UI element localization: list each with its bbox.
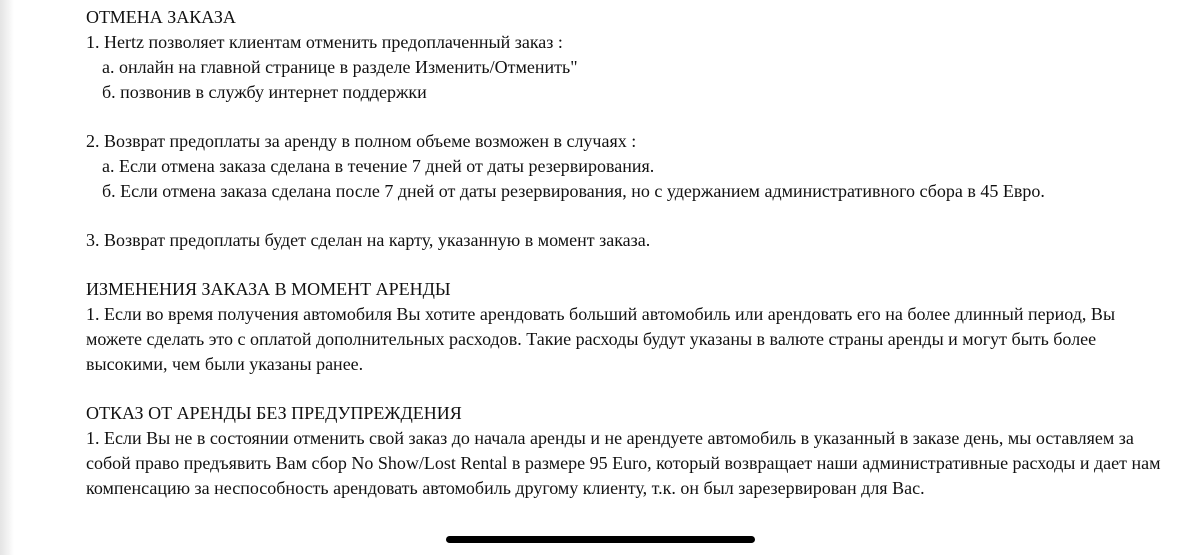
left-edge-shadow: [0, 0, 14, 555]
changes-heading: ИЗМЕНЕНИЯ ЗАКАЗА В МОМЕНТ АРЕНДЫ: [86, 279, 451, 299]
spacer: [86, 377, 1186, 401]
cancellation-item-1a: а. онлайн на главной странице в разделе Изменить/Отменить": [102, 57, 578, 77]
cancellation-heading: ОТМЕНА ЗАКАЗА: [86, 7, 236, 27]
home-indicator[interactable]: [446, 536, 755, 543]
cancellation-item-2: 2. Возврат предоплаты за аренду в полном объеме возможен в случаях :: [86, 131, 637, 151]
spacer: [86, 204, 1186, 228]
no-show-item-1: 1. Если Вы не в состоянии отменить свой заказ до начала аренды и не арендуете автомобиль в указанный в заказе день, мы оставляем за собой право предъявить Вам сбор No Show/Lost Rental в размере 95 Euro, который возвращает наши административные расходы и дает нам компенсацию за неспособность арендовать автомобиль другому клиенту, т.к. он был зарезервирован для Вас.: [86, 428, 1161, 498]
cancellation-section: [86, 5, 1186, 253]
cancellation-item-2a: а. Если отмена заказа сделана в течение 7 дней от даты резервирования.: [102, 156, 655, 176]
changes-item-1: 1. Если во время получения автомобиля Вы хотите арендовать больший автомобиль или арендовать его на более длинный период, Вы можете сделать это с оплатой дополнительных расходов. Такие расходы будут указаны в валюте страны аренды и могут быть более высокими, чем были указаны ранее.: [86, 304, 1116, 374]
cancellation-item-1b: б. позвонив в службу интернет поддержки: [102, 82, 427, 102]
cancellation-item-1: 1. Hertz позволяет клиентам отменить предоплаченный заказ :: [86, 32, 563, 52]
no-show-heading: ОТКАЗ ОТ АРЕНДЫ БЕЗ ПРЕДУПРЕЖДЕНИЯ: [86, 403, 462, 423]
spacer: [86, 105, 1186, 129]
cancellation-item-3: 3. Возврат предоплаты будет сделан на карту, указанную в момент заказа.: [86, 230, 651, 250]
document-body: [86, 5, 1186, 501]
spacer: [86, 253, 1186, 277]
no-show-section: [86, 401, 1186, 501]
changes-section: [86, 277, 1186, 377]
cancellation-item-2b: б. Если отмена заказа сделана после 7 дней от даты резервирования, но с удержанием административного сбора в 45 Евро.: [102, 181, 1045, 201]
